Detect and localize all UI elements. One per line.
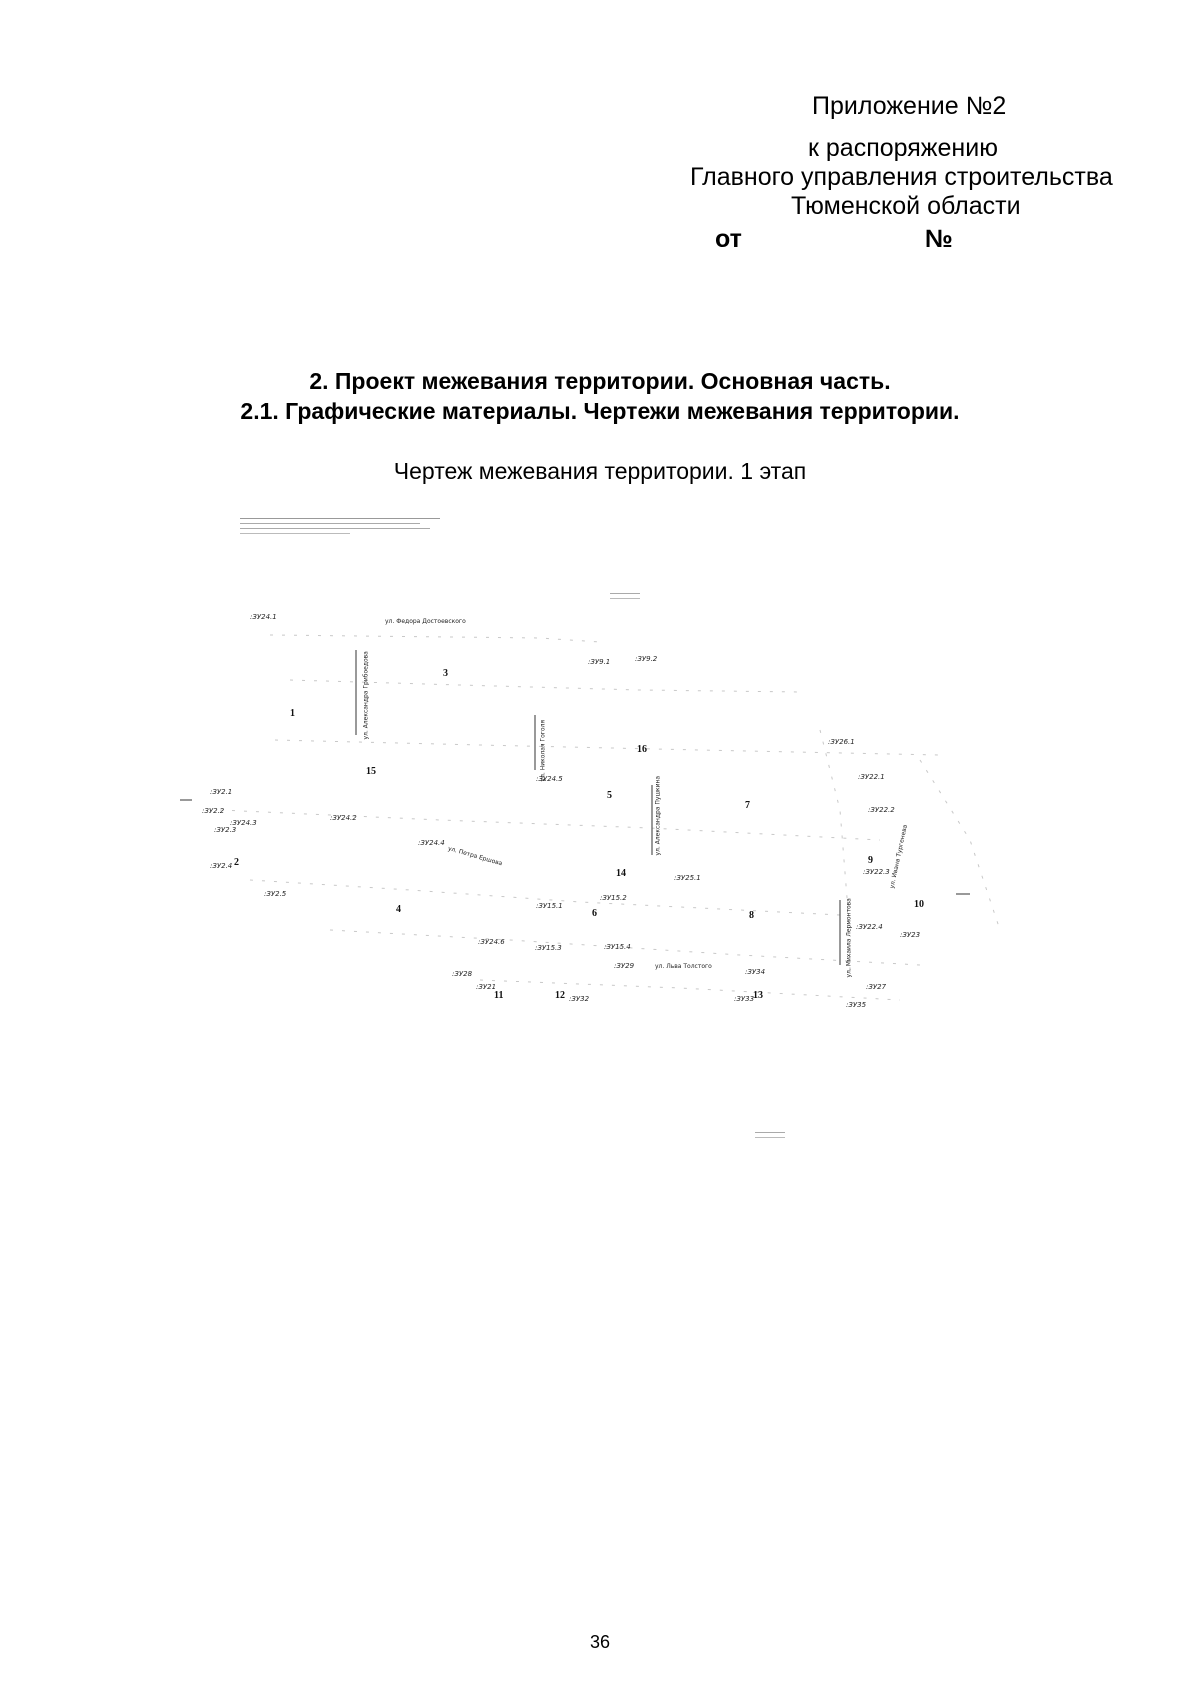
street-label: ул. Николая Гоголя bbox=[539, 719, 547, 782]
zu-label: :ЗУ2.4 bbox=[210, 862, 233, 870]
street-label: ул. Петра Ершова bbox=[447, 845, 504, 868]
zu-label: :ЗУ34 bbox=[745, 968, 766, 976]
street-label: ул. Александра Пушкина bbox=[654, 775, 662, 856]
block-number: 10 bbox=[914, 899, 924, 910]
drawing-caption: Чертеж межевания территории. 1 этап bbox=[393, 458, 807, 484]
block-number: 12 bbox=[555, 990, 565, 1001]
zu-label: :ЗУ15.1 bbox=[536, 902, 563, 910]
zu-label: :ЗУ15.4 bbox=[604, 943, 631, 951]
zu-label: :ЗУ2.5 bbox=[264, 890, 287, 898]
zu-label: :ЗУ2.3 bbox=[214, 826, 237, 834]
appendix-label: Приложение №2 bbox=[812, 92, 1007, 120]
street-label: ул. Ивана Тургенева bbox=[888, 824, 909, 890]
zu-label: :ЗУ22.4 bbox=[856, 923, 883, 931]
zu-label: :ЗУ33 bbox=[734, 995, 755, 1003]
date-from-label: от bbox=[715, 225, 742, 253]
block-number: 4 bbox=[396, 904, 401, 915]
zu-label: :ЗУ24.6 bbox=[478, 938, 505, 946]
zu-label: :ЗУ22.2 bbox=[868, 806, 895, 814]
zu-label: :ЗУ25.1 bbox=[674, 874, 701, 882]
block-number: 5 bbox=[607, 790, 612, 801]
zu-label: :ЗУ15.2 bbox=[600, 894, 627, 902]
zu-label: :ЗУ24.2 bbox=[330, 814, 357, 822]
survey-map bbox=[180, 510, 1080, 1170]
zu-label: :ЗУ22.1 bbox=[858, 773, 885, 781]
zu-label: :ЗУ2.1 bbox=[210, 788, 233, 796]
zu-label: :ЗУ9.2 bbox=[635, 655, 658, 663]
zu-label: :ЗУ15.3 bbox=[535, 944, 562, 952]
section-title: 2.1. Графические материалы. Чертежи межевания территории. bbox=[240, 398, 960, 424]
street-label: ул. Федора Достоевского bbox=[385, 618, 466, 625]
order-number-label: № bbox=[925, 225, 953, 253]
zu-label: :ЗУ24.5 bbox=[536, 775, 563, 783]
page-number: 36 bbox=[589, 1632, 611, 1652]
zu-label: :ЗУ9.1 bbox=[588, 658, 611, 666]
zu-label: :ЗУ24.3 bbox=[230, 819, 257, 827]
block-number: 7 bbox=[745, 800, 750, 811]
block-number: 13 bbox=[753, 990, 763, 1001]
zu-label: :ЗУ35 bbox=[846, 1001, 867, 1009]
block-number: 3 bbox=[443, 668, 448, 679]
region-label: Тюменской области bbox=[791, 192, 1021, 220]
boundary-lines bbox=[180, 510, 1080, 1170]
block-number: 11 bbox=[494, 990, 504, 1001]
block-number: 8 bbox=[749, 910, 754, 921]
street-label: ул. Льва Толстого bbox=[655, 963, 712, 970]
block-number: 1 bbox=[290, 708, 295, 719]
zu-label: :ЗУ22.3 bbox=[863, 868, 890, 876]
zu-label: :ЗУ2.2 bbox=[202, 807, 225, 815]
zu-label: :ЗУ27 bbox=[866, 983, 887, 991]
zu-label: :ЗУ28 bbox=[452, 970, 473, 978]
zu-label: :ЗУ23 bbox=[900, 931, 921, 939]
zu-label: :ЗУ21 bbox=[476, 983, 497, 991]
street-label: ул. Михаила Лермонтова bbox=[845, 898, 853, 978]
zu-label: :ЗУ26.1 bbox=[828, 738, 855, 746]
block-number: 2 bbox=[234, 857, 239, 868]
street-label: ул. Александра Грибоедова bbox=[362, 651, 370, 740]
block-number: 16 bbox=[637, 744, 647, 755]
zu-label: :ЗУ24.4 bbox=[418, 839, 445, 847]
block-number: 15 bbox=[366, 766, 376, 777]
main-title: 2. Проект межевания территории. Основная часть. bbox=[309, 368, 891, 394]
block-number: 6 bbox=[592, 908, 597, 919]
authority-label: Главного управления строительства bbox=[690, 163, 1113, 191]
zu-label: :ЗУ24.1 bbox=[250, 613, 277, 621]
zu-label: :ЗУ29 bbox=[614, 962, 635, 970]
block-number: 9 bbox=[868, 855, 873, 866]
block-number: 14 bbox=[616, 868, 626, 879]
to-order-label: к распоряжению bbox=[808, 134, 998, 162]
zu-label: :ЗУ32 bbox=[569, 995, 590, 1003]
